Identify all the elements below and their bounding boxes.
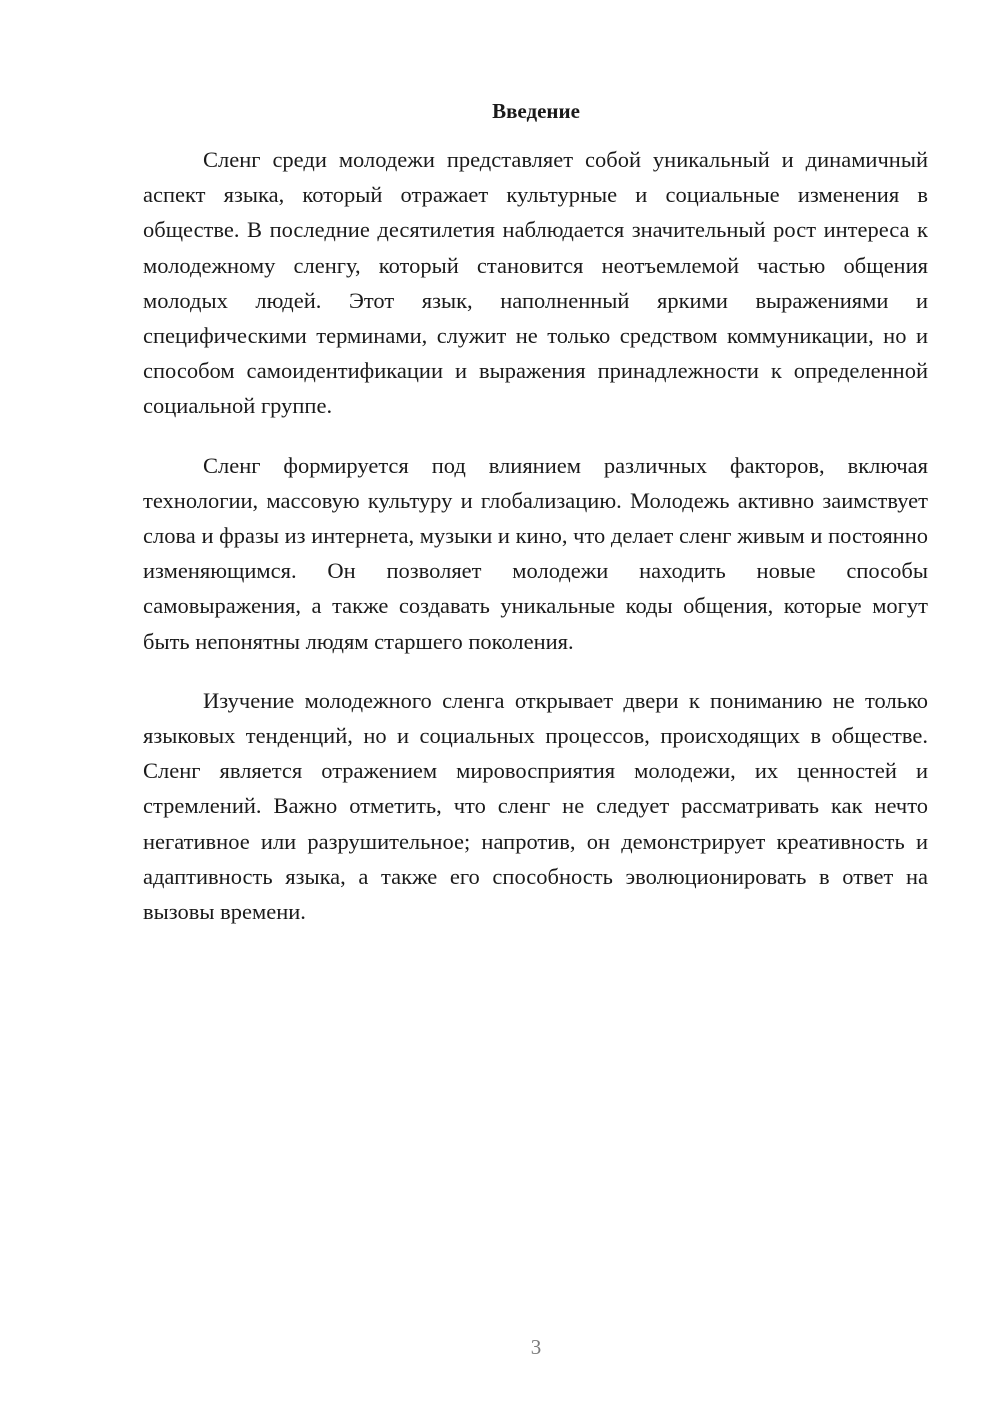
body-text	[143, 142, 928, 953]
paragraph-1: Сленг среди молодежи представляет собой уникальный и динамичный аспект языка, который отражает культурные и социальные изменения в обществе. В последние десятилетия наблюдается значительный рост интереса к молодежному сленгу, который становится неотъемлемой частью общения молодых людей. Этот язык, наполненный яркими выражениями и специфическими терминами, служит не только средством коммуникации, но и способом самоидентификации и выражения принадлежности к определенной социальной группе.	[143, 147, 928, 419]
page-title: Введение	[492, 99, 580, 123]
paragraph-3: Изучение молодежного сленга открывает двери к пониманию не только языковых тенденций, но и социальных процессов, происходящих в обществе. Сленг является отражением мировосприятия молодежи, их ценностей и стремлений. Важно отметить, что сленг не следует рассматривать как нечто негативное или разрушительное; напротив, он демонстрирует креативность и адаптивность языка, а также его способность эволюционировать в ответ на вызовы времени.	[143, 687, 928, 925]
page-number: 3	[530, 1335, 542, 1359]
paragraph-2: Сленг формируется под влиянием различных факторов, включая технологии, массовую культуру и глобализацию. Молодежь активно заимствует слова и фразы из интернета, музыки и кино, что делает сленг живым и постоянно изменяющимся. Он позволяет молодежи находить новые способы самовыражения, а также создавать уникальные коды общения, которые могут быть непонятны людям старшего поколения.	[143, 452, 928, 654]
